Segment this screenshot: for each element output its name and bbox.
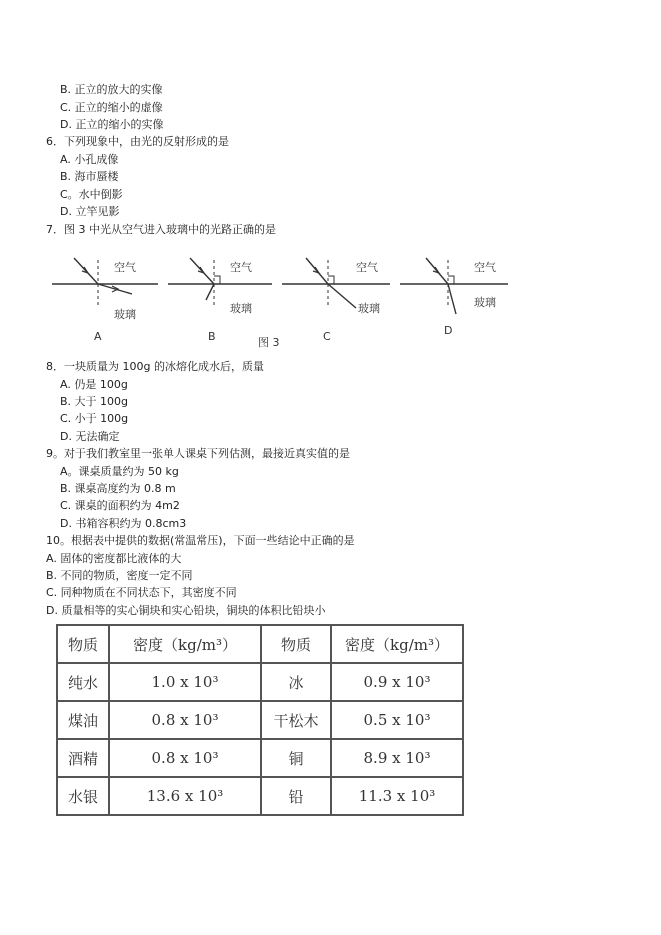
table-cell: 铜: [261, 739, 331, 777]
panel-c-label: C: [323, 330, 331, 343]
refracted-ray: [448, 284, 456, 314]
table-cell: 煤油: [57, 701, 109, 739]
q9-option-d: D. 书箱容积约为 0.8cm3: [60, 517, 187, 530]
glass-label: 玻璃: [358, 302, 380, 315]
figure-caption: 图 3: [258, 336, 280, 349]
table-row: [57, 777, 463, 815]
air-label: 空气: [230, 261, 252, 274]
q8-option-b: B. 大于 100g: [60, 395, 129, 408]
table-cell: 0.5 x 10³: [331, 701, 463, 739]
q9-option-b: B. 课桌高度约为 0.8 m: [60, 482, 176, 495]
refracted-ray: [98, 284, 132, 294]
right-angle-mark: [448, 276, 454, 284]
table-cell: 0.9 x 10³: [331, 663, 463, 701]
panel-a-label: A: [94, 330, 102, 343]
q6-stem: 6．下列现象中，由光的反射形成的是: [46, 135, 229, 148]
panel-b: [168, 258, 272, 343]
q5-option-d: D. 正立的缩小的实像: [60, 118, 164, 131]
right-angle-mark: [328, 276, 334, 284]
q8-option-c: C. 小于 100g: [60, 412, 129, 425]
q6-option-a: A. 小孔成像: [60, 153, 119, 166]
table-cell: 酒精: [57, 739, 109, 777]
refracted-ray: [328, 284, 356, 308]
q9-option-c: C. 课桌的面积约为 4m2: [60, 499, 180, 512]
table-cell: 冰: [261, 663, 331, 701]
q9-stem: 9。对于我们教室里一张单人课桌下列估测，最接近真实值的是: [46, 447, 350, 460]
q8-option-a: A. 仍是 100g: [60, 378, 128, 391]
q10-option-c: C. 同种物质在不同状态下，其密度不同: [46, 586, 237, 599]
q6-option-b: B. 海市蜃楼: [60, 170, 119, 183]
q7-stem: 7．图 3 中光从空气进入玻璃中的光路正确的是: [46, 223, 276, 236]
table-cell: 0.8 x 10³: [109, 701, 261, 739]
table-header-row: [57, 625, 463, 663]
table-cell: 纯水: [57, 663, 109, 701]
panel-d-label: D: [444, 324, 453, 337]
table-cell: 干松木: [261, 701, 331, 739]
air-label: 空气: [356, 261, 378, 274]
q10-option-a: A. 固体的密度都比液体的大: [46, 552, 182, 565]
q10-option-b: B. 不同的物质，密度一定不同: [46, 569, 193, 582]
header-substance: 物质: [261, 625, 331, 663]
header-density: 密度（kg/m³）: [109, 625, 261, 663]
panel-d: [400, 258, 508, 337]
refracted-ray: [206, 284, 214, 300]
q8-option-d: D. 无法确定: [60, 430, 120, 443]
glass-label: 玻璃: [474, 296, 496, 309]
table-cell: 水银: [57, 777, 109, 815]
table-cell: 1.0 x 10³: [109, 663, 261, 701]
table-cell: 11.3 x 10³: [331, 777, 463, 815]
table-row: [57, 739, 463, 777]
right-angle-mark: [214, 276, 220, 284]
air-label: 空气: [474, 261, 496, 274]
glass-label: 玻璃: [230, 302, 252, 315]
glass-label: 玻璃: [114, 308, 136, 321]
refraction-figure: [50, 246, 510, 356]
table-row: [57, 663, 463, 701]
q8-stem: 8．一块质量为 100g 的冰熔化成水后，质量: [46, 360, 264, 373]
panel-b-label: B: [208, 330, 216, 343]
q9-option-a: A。课桌质量约为 50 kg: [60, 465, 179, 478]
air-label: 空气: [114, 261, 136, 274]
q5-option-c: C. 正立的缩小的虚像: [60, 101, 163, 114]
panel-c: [282, 258, 390, 343]
header-substance: 物质: [57, 625, 109, 663]
header-density: 密度（kg/m³）: [331, 625, 463, 663]
table-row: [57, 701, 463, 739]
table-cell: 8.9 x 10³: [331, 739, 463, 777]
q10-option-d: D. 质量相等的实心铜块和实心铅块，铜块的体积比铅块小: [46, 604, 326, 617]
table-cell: 铅: [261, 777, 331, 815]
q6-option-c: C。水中倒影: [60, 188, 123, 201]
density-table: [56, 624, 464, 816]
panel-a: [52, 258, 158, 343]
q6-option-d: D. 立竿见影: [60, 205, 120, 218]
q5-option-b: B. 正立的放大的实像: [60, 83, 163, 96]
table-cell: 0.8 x 10³: [109, 739, 261, 777]
q10-stem: 10。根据表中提供的数据(常温常压)，下面一些结论中正确的是: [46, 534, 355, 547]
table-cell: 13.6 x 10³: [109, 777, 261, 815]
